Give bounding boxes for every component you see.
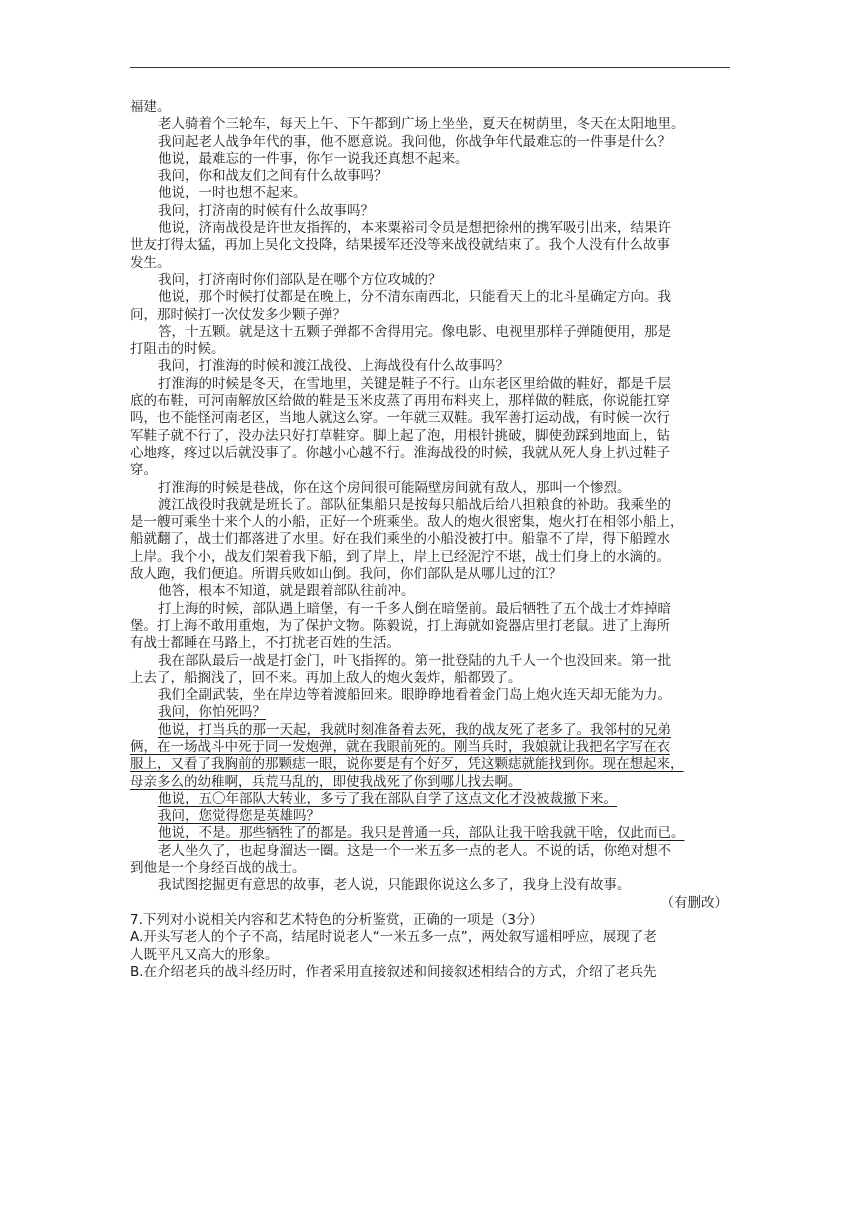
passage-line-text: 是一艘可乘坐十来个人的小船，正好一个班乘坐。敌人的炮火很密集，炮火打在相邻小船上， bbox=[130, 514, 684, 531]
passage-line bbox=[130, 549, 730, 566]
passage-line-text: 福建。 bbox=[130, 99, 171, 115]
passage-line-text: 他说，一时也想不起来。 bbox=[158, 185, 307, 202]
passage-line-text: 答，十五颗。就是这十五颗子弹都不舍得用完。像电影、电视里那样子弹随便用，那是 bbox=[158, 323, 671, 340]
passage-line bbox=[130, 480, 730, 497]
passage-line-text: 军鞋子就不行了，没办法只好打草鞋穿。脚上起了泡，用根针挑破，脚使劲踩到地面上，钻 bbox=[130, 427, 670, 444]
passage-line bbox=[130, 99, 730, 116]
passage-line-text: 上去了，船搁浅了，回不来。再加上敌人的炮火轰炸，船都毁了。 bbox=[130, 669, 522, 686]
passage-line bbox=[130, 825, 730, 842]
passage-line-text: 敌人跑，我们便追。所谓兵败如山倒。我问，你们部队是从哪儿过的江？ bbox=[130, 566, 562, 583]
passage-line-text: 他说，最难忘的一件事，你乍一说我还真想不起来。 bbox=[158, 150, 469, 167]
passage-line-text: 发生。 bbox=[130, 254, 171, 271]
passage-line-text: 他说，济南战役是许世友指挥的，本来粟裕司令员是想把徐州的携军吸引出来，结果许 bbox=[158, 220, 671, 237]
passage-line bbox=[130, 497, 730, 514]
passage-line-text: 我问，你和战友们之间有什么故事吗？ bbox=[158, 168, 388, 185]
header-rule bbox=[130, 67, 730, 68]
passage-line-text: 俩，在一场战斗中死于同一发炮弹，就在我眼前死的。刚当兵时，我娘就让我把名字写在衣 bbox=[130, 738, 670, 755]
passage-line bbox=[130, 237, 730, 254]
passage-line bbox=[130, 877, 730, 894]
passage-line-text: 我在部队最后一战是打金门，叶飞指挥的。第一批登陆的九千人一个也没回来。第一批 bbox=[158, 652, 671, 669]
passage-line bbox=[130, 168, 730, 185]
passage-line-text: 到他是一个身经百战的战士。 bbox=[130, 860, 306, 877]
passage-line bbox=[130, 445, 730, 462]
passage-line bbox=[130, 601, 730, 618]
passage-line-text: 打上海的时候，部队遇上暗堡，有一千多人倒在暗堡前。最后牺牲了五个战士才炸掉暗 bbox=[158, 600, 671, 617]
passage-line-text: 服上，又看了我胸前的那颗痣一眼，说你要是有个好歹，凭这颗痣就能找到你。现在想起来， bbox=[130, 756, 684, 773]
passage-line bbox=[130, 808, 730, 825]
passage-line bbox=[130, 583, 730, 600]
passage-line-text: 我试图挖掘更有意思的故事，老人说，只能跟你说这么多了，我身上没有故事。 bbox=[158, 877, 631, 894]
passage-line bbox=[130, 307, 730, 324]
passage-line bbox=[130, 739, 730, 756]
passage bbox=[130, 99, 730, 895]
passage-line-text: 他说，打当兵的那一天起，我就时刻准备着去死，我的战友死了老多了。我邻村的兄弟 bbox=[158, 721, 671, 738]
source-note: （有删改） bbox=[660, 894, 728, 911]
option-b-line-1: B.在介绍老兵的战斗经历时，作者采用直接叙述和间接叙述相结合的方式，介绍了老兵先 bbox=[130, 963, 657, 980]
passage-line-text: 堡。打上海不敢用重炮，为了保护文物。陈毅说，打上海就如瓷器店里打老鼠。进了上海所 bbox=[130, 617, 670, 634]
passage-line bbox=[130, 860, 730, 877]
passage-line-text: 世友打得太猛，再加上吴化文投降，结果援军还没等来战役就结束了。我个人没有什么故事 bbox=[130, 237, 670, 254]
passage-line bbox=[130, 635, 730, 652]
passage-line bbox=[130, 531, 730, 548]
passage-line bbox=[130, 341, 730, 358]
passage-line-text: 渡江战役时我就是班长了。部队征集船只是按每只船战后给八担粮食的补助。我乘坐的 bbox=[158, 496, 671, 513]
passage-line-text: 我问，打淮海的时候和渡江战役、上海战役有什么故事吗？ bbox=[158, 358, 509, 375]
passage-line bbox=[130, 722, 730, 739]
passage-line bbox=[130, 203, 730, 220]
passage-line bbox=[130, 393, 730, 410]
passage-line bbox=[130, 428, 730, 445]
passage-line bbox=[130, 376, 730, 393]
question-stem: 7.下列对小说相关内容和艺术特色的分析鉴赏，正确的一项是（3分） bbox=[130, 911, 543, 928]
passage-line bbox=[130, 462, 730, 479]
passage-line-text: 底的布鞋，可河南解放区给做的鞋是玉米皮蒸了再用布料夹上，那样做的鞋底，你说能扛穿 bbox=[130, 393, 670, 410]
passage-line bbox=[130, 116, 730, 133]
passage-line-text: 心地疼，疼过以后就没事了。你越小心越不行。淮海战役的时候，我就从死人身上扒过鞋子 bbox=[130, 444, 670, 461]
passage-line bbox=[130, 566, 730, 583]
option-a-line-2: 人既平凡又高大的形象。 bbox=[130, 946, 279, 963]
passage-line-text: 上岸。我个小，战友们架着我下船，到了岸上，岸上已经泥泞不堪，战士们身上的水滴的。 bbox=[130, 548, 670, 565]
question-block bbox=[130, 912, 730, 981]
passage-line bbox=[130, 134, 730, 151]
passage-line bbox=[130, 704, 730, 721]
passage-line bbox=[130, 272, 730, 289]
passage-line-text: 他说，那个时候打仗都是在晚上，分不清东南西北，只能看天上的北斗星确定方向。我 bbox=[158, 289, 671, 306]
passage-line-text: 他说，五〇年部队大转业，多亏了我在部队自学了这点文化才没被裁撤下来。 bbox=[158, 790, 617, 807]
passage-line bbox=[130, 618, 730, 635]
passage-line-text: 吗，也不能怪河南老区，当地人就这么穿。一年就三双鞋。我军善打运动战，有时候一次行 bbox=[130, 410, 670, 427]
passage-line-text: 问，那时候打一次仗发多少颗子弹？ bbox=[130, 306, 346, 323]
passage-line bbox=[130, 324, 730, 341]
passage-line bbox=[130, 774, 730, 791]
passage-line bbox=[130, 289, 730, 306]
passage-line-text: 我问，你怕死吗？ bbox=[158, 704, 266, 721]
passage-line bbox=[130, 791, 730, 808]
passage-line bbox=[130, 185, 730, 202]
passage-line-text: 他答，根本不知道，就是跟着部队往前冲。 bbox=[158, 583, 415, 600]
passage-line-text: 我问，打济南的时候有什么故事吗？ bbox=[158, 202, 374, 219]
passage-line-text: 打淮海的时候是冬天，在雪地里，关键是鞋子不行。山东老区里给做的鞋好，都是千层 bbox=[158, 375, 671, 392]
passage-line bbox=[130, 255, 730, 272]
document-body bbox=[130, 99, 730, 981]
passage-line bbox=[130, 843, 730, 860]
passage-line-text: 我问，打济南时你们部队是在哪个方位攻城的？ bbox=[158, 271, 442, 288]
passage-line bbox=[130, 687, 730, 704]
passage-line-text: 老人坐久了，也起身溜达一圈。这是一个一米五多一点的老人。不说的话，你绝对想不 bbox=[158, 842, 671, 859]
passage-line bbox=[130, 410, 730, 427]
passage-line-text: 老人骑着个三轮车，每天上午、下午都到广场上坐坐，夏天在树荫里，冬天在太阳地里。 bbox=[158, 116, 685, 133]
passage-line-text: 我问起老人战争年代的事，他不愿意说。我问他，你战争年代最难忘的一件事是什么？ bbox=[158, 133, 671, 150]
passage-line bbox=[130, 220, 730, 237]
passage-line bbox=[130, 514, 730, 531]
passage-line-text: 我问，您觉得您是英雄吗？ bbox=[158, 808, 320, 825]
passage-line-text: 母亲多么的幼稚啊，兵荒马乱的，即使我战死了你到哪儿找去啊。 bbox=[130, 773, 522, 790]
passage-line-text: 有战士都睡在马路上，不打扰老百姓的生活。 bbox=[130, 635, 400, 652]
passage-line bbox=[130, 151, 730, 168]
passage-line-text: 他说，不是。那些牺牲了的都是。我只是普通一兵，部队让我干啥我就干啥，仅此而已。 bbox=[158, 825, 685, 842]
passage-line bbox=[130, 653, 730, 670]
passage-line-text: 我们全副武装，坐在岸边等着渡船回来。眼睁睁地看着金门岛上炮火连天却无能为力。 bbox=[158, 687, 671, 704]
passage-line bbox=[130, 670, 730, 687]
passage-line bbox=[130, 358, 730, 375]
passage-line-text: 船就翻了，战士们都落进了水里。好在我们乘坐的小船没被打中。船靠不了岸，得下船蹚水 bbox=[130, 531, 670, 548]
passage-line-text: 打淮海的时候是巷战，你在这个房间很可能隔壁房间就有敌人，那叫一个惨烈。 bbox=[158, 479, 631, 496]
passage-line-text: 打阻击的时候。 bbox=[130, 341, 225, 358]
option-a-line-1: A.开头写老人的个子不高，结尾时说老人“一米五多一点”，两处叙写遥相呼应，展现了老 bbox=[130, 929, 657, 946]
passage-line bbox=[130, 756, 730, 773]
passage-line-text: 穿。 bbox=[130, 462, 157, 479]
